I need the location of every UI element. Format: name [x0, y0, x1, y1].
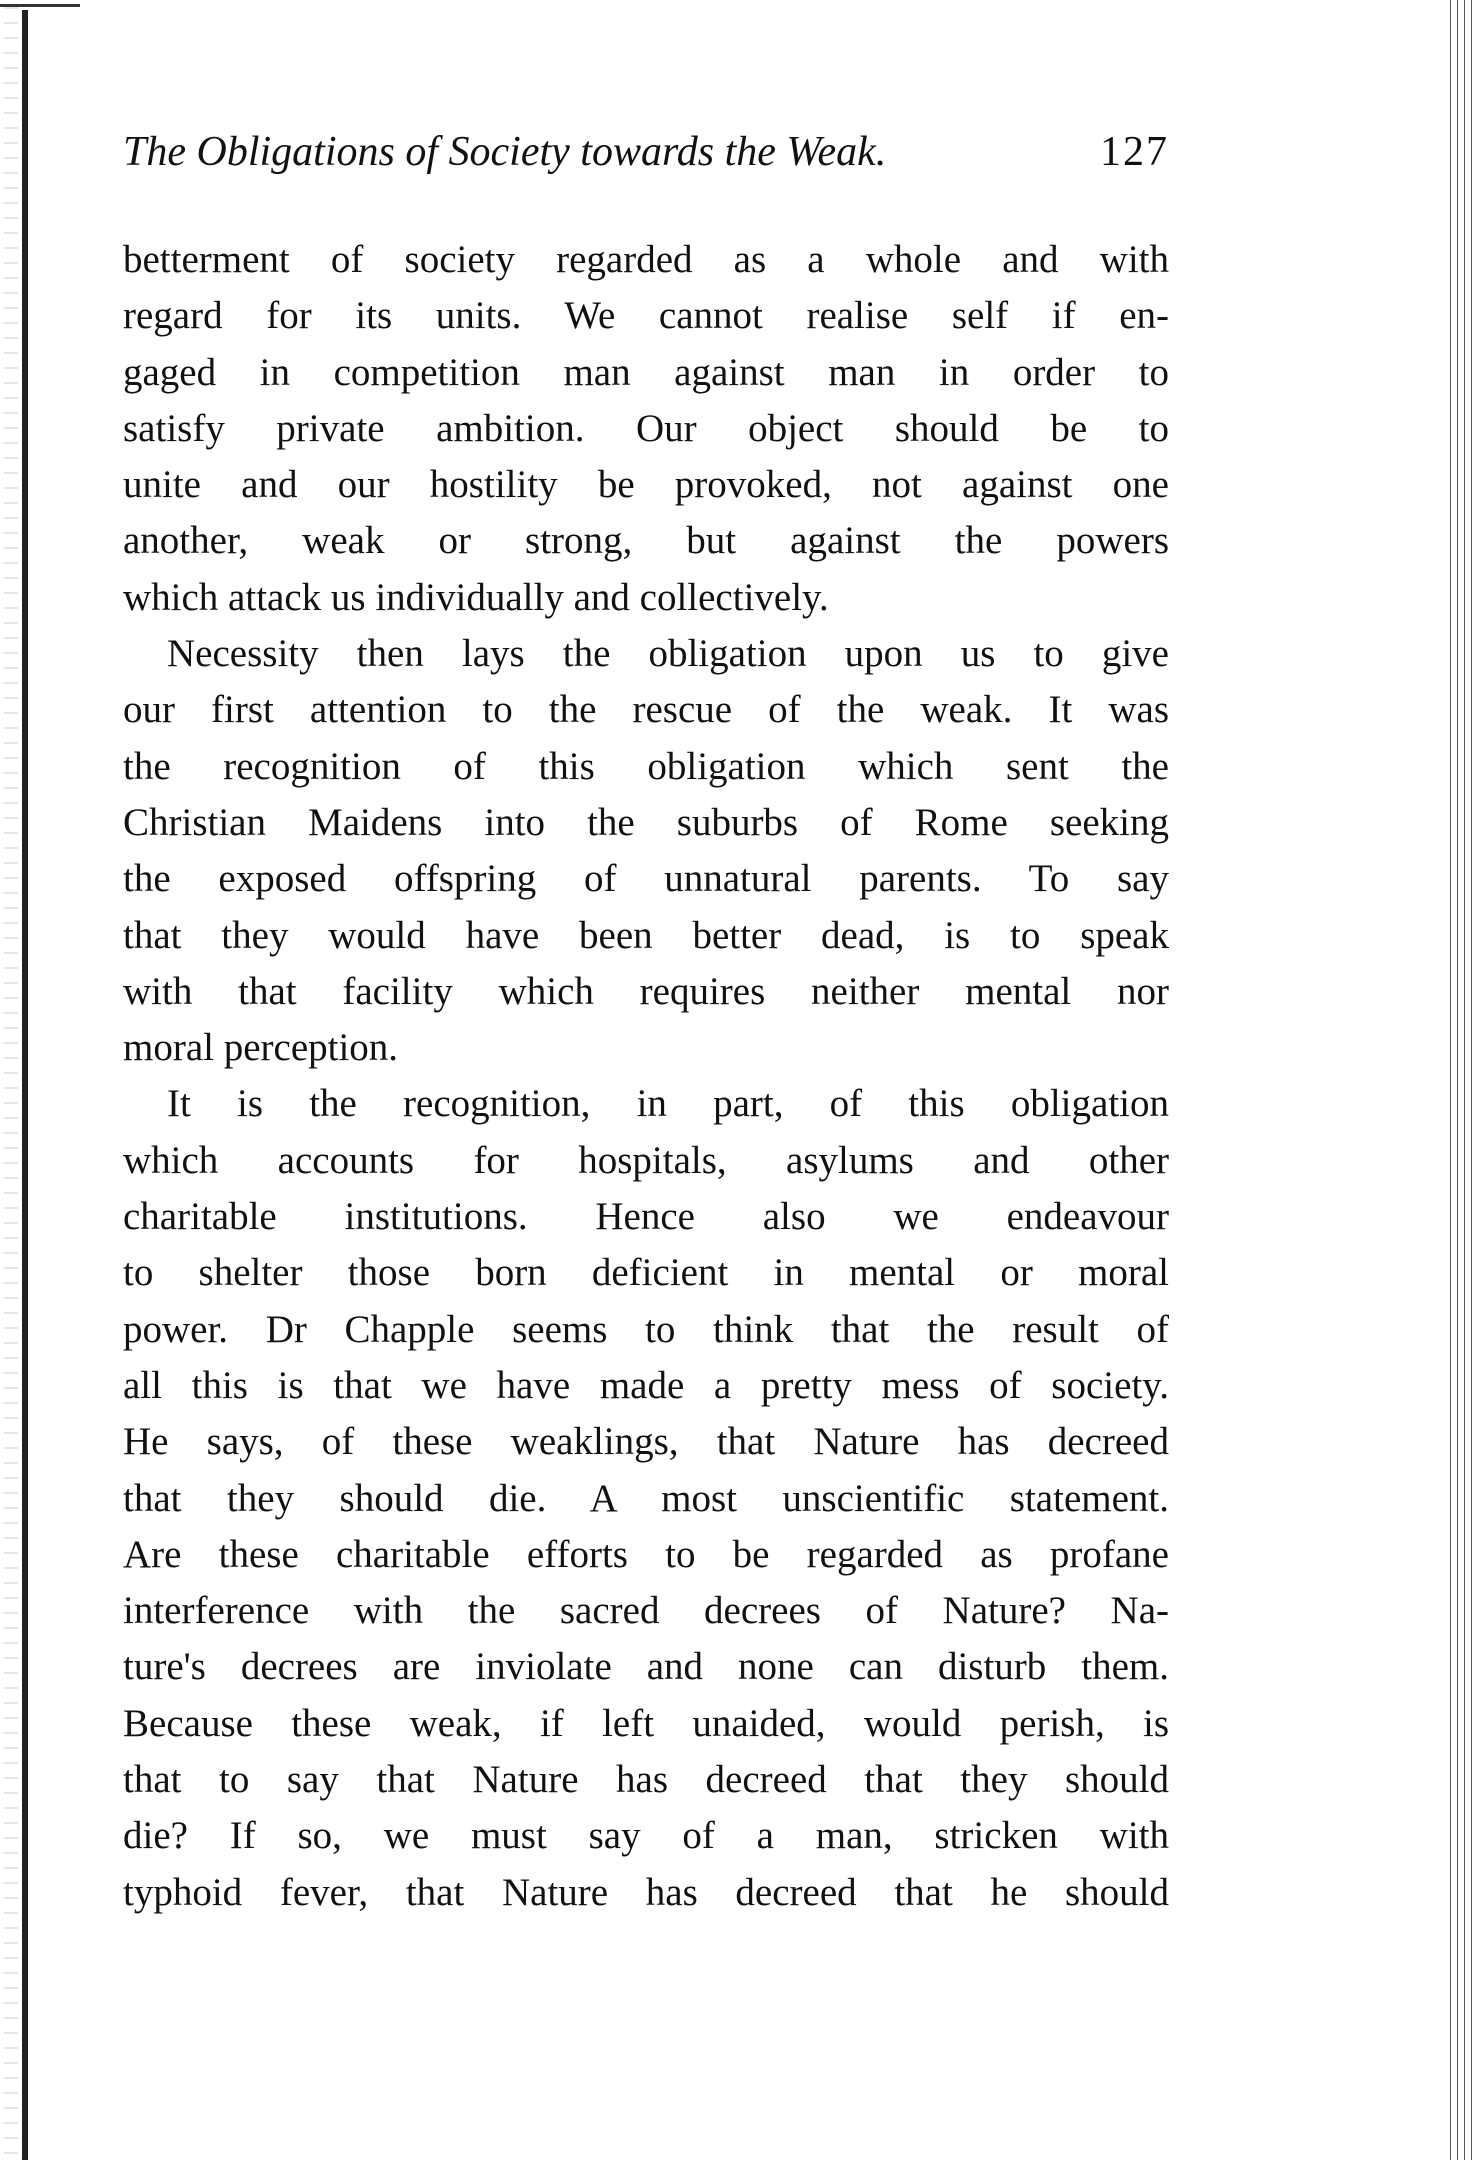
- running-head-title: The Obligations of Society towards the Weak.: [123, 129, 887, 175]
- text-line: die? If so, we must say of a man, stricken with: [123, 1814, 1169, 1858]
- text-line: betterment of society regarded as a whole and with: [123, 238, 1169, 281]
- text-line: that they should die. A most unscientific statement.: [123, 1476, 1169, 1520]
- text-line: ture's decrees are inviolate and none can disturb them.: [123, 1645, 1169, 1689]
- text-line: that to say that Nature has decreed that they should: [123, 1758, 1169, 1802]
- text-line: the recognition of this obligation which sent the: [123, 744, 1169, 788]
- text-line: Christian Maidens into the suburbs of Rome seeking: [123, 800, 1169, 844]
- text-line: typhoid fever, that Nature has decreed that he should: [123, 1870, 1169, 1914]
- page-binding-edge: [0, 0, 40, 2160]
- text-line: Necessity then lays the obligation upon us to give: [167, 632, 1169, 676]
- text-line: Because these weak, if left unaided, would perish, is: [123, 1701, 1169, 1745]
- text-line: with that facility which requires neither mental nor: [123, 969, 1169, 1013]
- body-text: [123, 232, 1169, 1921]
- text-line: gaged in competition man against man in order to: [123, 350, 1169, 394]
- text-line: to shelter those born deficient in mental or moral: [123, 1251, 1169, 1295]
- text-line: Are these charitable efforts to be regarded as profane: [123, 1532, 1169, 1576]
- text-line: which accounts for hospitals, asylums and other: [123, 1138, 1169, 1182]
- text-line: satisfy private ambition. Our object should be to: [123, 406, 1169, 450]
- text-line: all this is that we have made a pretty mess of society.: [123, 1363, 1169, 1407]
- text-line: which attack us individually and collectively.: [123, 575, 829, 619]
- text-line: power. Dr Chapple seems to think that the result of: [123, 1307, 1169, 1351]
- page-number: 127: [1100, 129, 1169, 175]
- text-line: regard for its units. We cannot realise self if en-: [123, 294, 1169, 338]
- text-line: our first attention to the rescue of the weak. It was: [123, 688, 1169, 732]
- text-line: interference with the sacred decrees of Nature? Na-: [123, 1589, 1169, 1633]
- text-line: the exposed offspring of unnatural parents. To say: [123, 857, 1169, 901]
- text-line: that they would have been better dead, is to speak: [123, 913, 1169, 957]
- text-line: another, weak or strong, but against the powers: [123, 519, 1169, 563]
- text-line: unite and our hostility be provoked, not against one: [123, 463, 1169, 507]
- text-line: charitable institutions. Hence also we endeavour: [123, 1195, 1169, 1239]
- running-head: [123, 128, 1169, 176]
- text-line: He says, of these weaklings, that Nature has decreed: [123, 1420, 1169, 1464]
- text-line: It is the recognition, in part, of this obligation: [167, 1082, 1169, 1126]
- text-line: moral perception.: [123, 1026, 399, 1070]
- page-edge-right: [1447, 0, 1477, 2160]
